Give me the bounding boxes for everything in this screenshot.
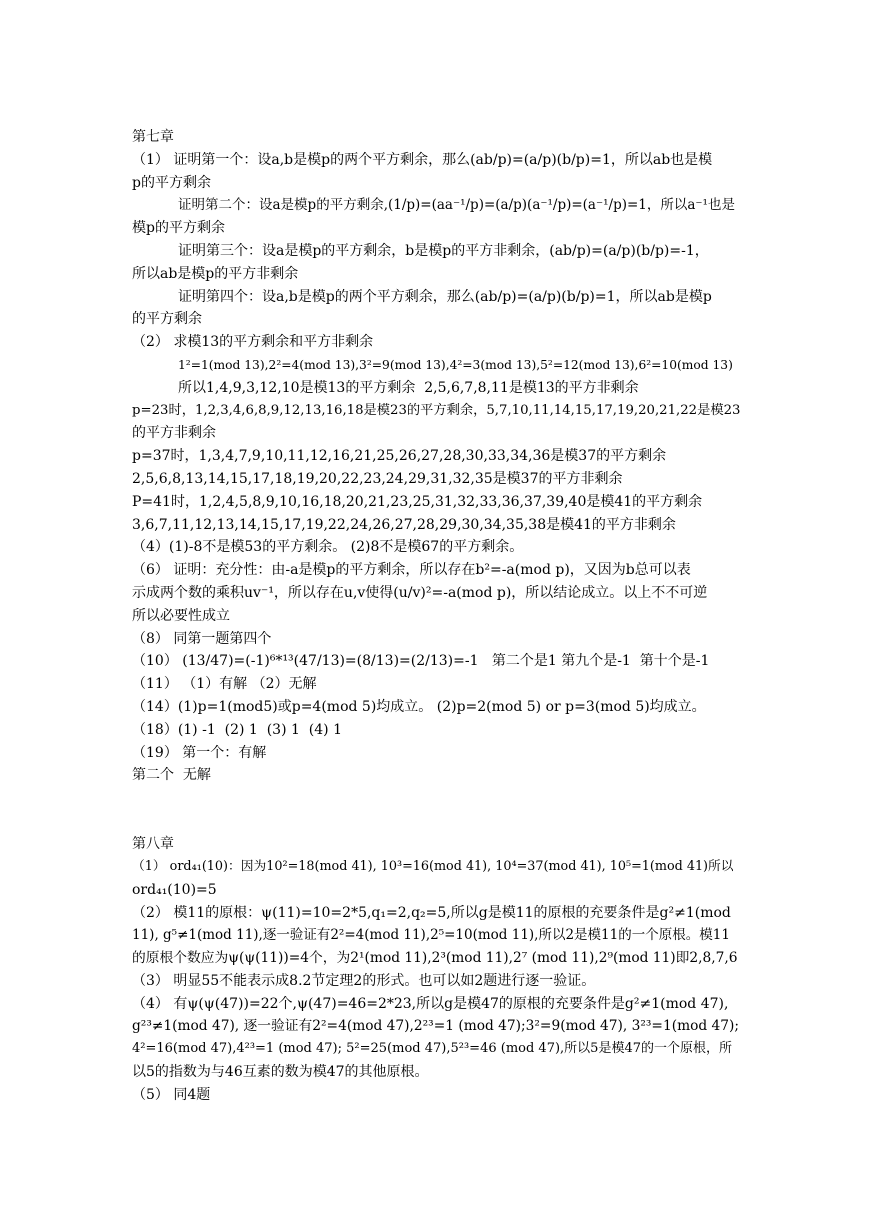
text-line: 第二个 无解 xyxy=(132,767,211,784)
chapter-7-title: 第七章 xyxy=(132,129,174,145)
text-line: （14）(1)p=1(mod5)或p=4(mod 5)均成立。 (2)p=2(mod 5) or p=3(mod 5)均成立。 xyxy=(132,698,706,715)
text-line: 4²=16(mod 47),4²³=1 (mod 47); 5²=25(mod 47),5²³=46 (mod 47),所以5是模47的一个原根，所 xyxy=(132,1041,732,1057)
text-line: （3） 明显55不能表示成8.2节定理2的形式。也可以如2题进行逐一验证。 xyxy=(132,972,596,989)
text-line: 的原根个数应为ψ(ψ(11))=4个，为2¹(mod 11),2³(mod 11),2⁷ (mod 11),2⁹(mod 11)即2,8,7,6 xyxy=(132,950,738,967)
text-line: （4）(1)-8不是模53的平方剩余。 (2)8不是模67的平方剩余。 xyxy=(132,539,524,556)
text-line: 证明第四个：设a,b是模p的两个平方剩余，那么(ab/p)=(a/p)(b/p)=1，所以ab是模p xyxy=(178,288,712,305)
text-line: （1） 证明第一个：设a,b是模p的两个平方剩余，那么(ab/p)=(a/p)(b/p)=1，所以ab也是模 xyxy=(132,151,713,168)
text-line: （5） 同4题 xyxy=(132,1086,211,1103)
text-line: P=41时，1,2,4,5,8,9,10,16,18,20,21,23,25,31,32,33,36,37,39,40是模41的平方剩余 xyxy=(132,493,703,510)
text-line: 模p的平方剩余 xyxy=(132,220,225,237)
text-line: 示成两个数的乘积uv⁻¹，所以存在u,v使得(u/v)²=-a(mod p)，所以结论成立。以上不不可逆 xyxy=(132,584,708,601)
text-line: 1²=1(mod 13),2²=4(mod 13),3²=9(mod 13),4²=3(mod 13),5²=12(mod 13),6²=10(mod 13) xyxy=(178,357,733,372)
text-line: 的平方非剩余 xyxy=(132,425,216,442)
text-line: p=23时，1,2,3,4,6,8,9,12,13,16,18是模23的平方剩余，5,7,10,11,14,15,17,19,20,21,22是模23 xyxy=(132,402,740,418)
text-line: ord₄₁(10)=5 xyxy=(132,881,217,898)
text-line: （2） 求模13的平方剩余和平方非剩余 xyxy=(132,334,374,351)
text-line: （19） 第一个：有解 xyxy=(132,744,267,761)
text-line: 所以必要性成立 xyxy=(132,607,230,624)
text-line: （4） 有ψ(ψ(47))=22个,ψ(47)=46=2*23,所以g是模47的原根的充要条件是g²≠1(mod 47), xyxy=(132,995,729,1012)
text-line: 证明第二个：设a是模p的平方剩余,(1/p)=(aa⁻¹/p)=(a/p)(a⁻¹/p)=(a⁻¹/p)=1，所以a⁻¹也是 xyxy=(178,197,735,214)
text-line: 证明第三个：设a是模p的平方剩余，b是模p的平方非剩余，(ab/p)=(a/p)(b/p)=-1， xyxy=(178,242,709,259)
text-line: （11） （1）有解 （2）无解 xyxy=(132,676,317,693)
text-line: g²³≠1(mod 47), 逐一验证有2²=4(mod 47),2²³=1 (mod 47);3²=9(mod 47), 3²³=1(mod 47); xyxy=(132,1018,740,1035)
text-line: （8） 同第一题第四个 xyxy=(132,630,272,647)
text-line: 3,6,7,11,12,13,14,15,17,19,22,24,26,27,28,29,30,34,35,38是模41的平方非剩余 xyxy=(132,516,676,533)
text-line: （1） ord₄₁(10)：因为10²=18(mod 41), 10³=16(mod 41), 10⁴=37(mod 41), 10⁵=1(mod 41)所以 xyxy=(132,858,734,874)
text-line: p的平方剩余 xyxy=(132,174,211,191)
text-line: 的平方剩余 xyxy=(132,311,202,328)
text-line: p=37时，1,3,4,7,9,10,11,12,16,21,25,26,27,28,30,33,34,36是模37的平方剩余 xyxy=(132,448,667,465)
text-line: 所以1,4,9,3,12,10是模13的平方剩余 2,5,6,7,8,11是模13的平方非剩余 xyxy=(178,379,639,396)
chapter-8-title: 第八章 xyxy=(132,836,174,853)
text-line: 11), g⁵≠1(mod 11),逐一验证有2²=4(mod 11),2⁵=10(mod 11),所以2是模11的一个原根。模11 xyxy=(132,927,730,944)
text-line: （18）(1) -1 (2) 1 (3) 1 (4) 1 xyxy=(132,721,342,738)
text-line: 所以ab是模p的平方非剩余 xyxy=(132,265,299,282)
text-line: （2） 模11的原根：ψ(11)=10=2*5,q₁=2,q₂=5,所以g是模11的原根的充要条件是g²≠1(mod xyxy=(132,904,731,921)
text-line: 2,5,6,8,13,14,15,17,18,19,20,22,23,24,29,31,32,35是模37的平方非剩余 xyxy=(132,470,623,487)
text-line: 以5的指数为与46互素的数为模47的其他原根。 xyxy=(132,1064,429,1081)
text-line: （6） 证明：充分性：由-a是模p的平方剩余，所以存在b²=-a(mod p)，又因为b总可以表 xyxy=(132,562,691,579)
document-body xyxy=(132,126,740,1107)
text-line: （10） (13/47)=(-1)⁶*¹³(47/13)=(8/13)=(2/13)=-1 第二个是1 第九个是-1 第十个是-1 xyxy=(132,653,710,670)
section-gap xyxy=(132,787,740,833)
